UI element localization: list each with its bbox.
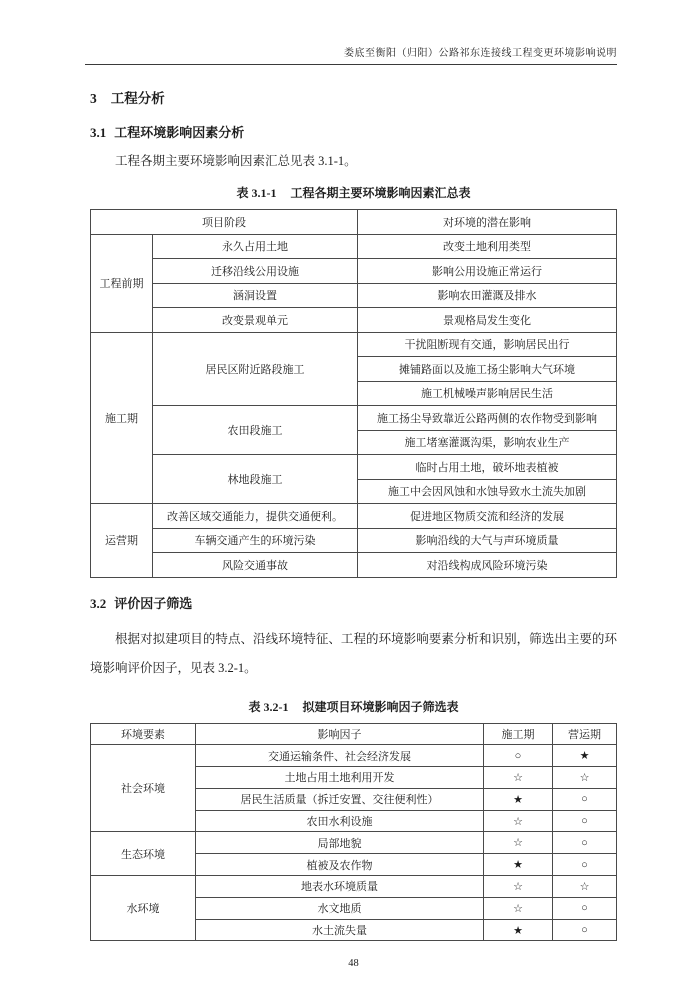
operation-mark: ○ <box>553 854 617 876</box>
table-row <box>91 832 617 854</box>
construction-mark: ○ <box>484 745 553 767</box>
phase-cell: 施工期 <box>91 332 153 504</box>
section-3-1-paragraph: 工程各期主要环境影响因素汇总见表 3.1-1。 <box>115 154 357 168</box>
section-3-2-heading <box>90 593 617 612</box>
construction-mark: ☆ <box>484 810 553 832</box>
table-header-cell: 环境要素 <box>91 723 196 745</box>
impact-cell: 影响农田灌溉及排水 <box>358 283 617 308</box>
table-3-2-1 <box>90 723 617 942</box>
table-header-row <box>91 723 617 745</box>
impact-cell: 对沿线构成风险环境污染 <box>358 553 617 578</box>
table-caption-label: 表 3.2-1 <box>248 699 289 714</box>
table-row <box>91 553 617 578</box>
activity-cell: 居民区附近路段施工 <box>153 332 358 406</box>
table-row <box>91 308 617 333</box>
factor-cell: 居民生活质量（拆迁安置、交往便利性） <box>196 788 484 810</box>
table-row <box>91 406 617 431</box>
factor-cell: 农田水利设施 <box>196 810 484 832</box>
element-cell: 水环境 <box>91 876 196 941</box>
construction-mark: ★ <box>484 919 553 941</box>
activity-cell: 车辆交通产生的环境污染 <box>153 528 358 553</box>
table-row <box>91 455 617 480</box>
impact-cell: 摊铺路面以及施工扬尘影响大气环境 <box>358 357 617 382</box>
table-3-1-1 <box>90 209 617 578</box>
table-header-cell: 营运期 <box>553 723 617 745</box>
construction-mark: ☆ <box>484 897 553 919</box>
impact-cell: 临时占用土地，破坏地表植被 <box>358 455 617 480</box>
operation-mark: ★ <box>553 745 617 767</box>
table-3-2-1-caption <box>90 698 617 715</box>
table-header-cell: 施工期 <box>484 723 553 745</box>
table-row <box>91 259 617 284</box>
phase-cell: 工程前期 <box>91 234 153 332</box>
table-caption-text: 工程各期主要环境影响因素汇总表 <box>290 186 471 200</box>
section-title: 工程环境影响因素分析 <box>114 125 245 140</box>
page-number: 48 <box>348 958 359 970</box>
construction-mark: ☆ <box>484 876 553 898</box>
section-title: 工程分析 <box>110 91 165 106</box>
document-title: 娄底至衡阳（归阳）公路祁东连接线工程变更环境影响说明 <box>344 48 617 59</box>
table-header-cell: 影响因子 <box>196 723 484 745</box>
activity-cell: 涵洞设置 <box>153 283 358 308</box>
factor-cell: 水文地质 <box>196 897 484 919</box>
section-3-heading <box>90 87 617 107</box>
table-row <box>91 876 617 898</box>
impact-cell: 促进地区物质交流和经济的发展 <box>358 504 617 529</box>
activity-cell: 改变景观单元 <box>153 308 358 333</box>
construction-mark: ☆ <box>484 767 553 789</box>
impact-cell: 干扰阻断现有交通，影响居民出行 <box>358 332 617 357</box>
operation-mark: ○ <box>553 810 617 832</box>
activity-cell: 风险交通事故 <box>153 553 358 578</box>
factor-cell: 局部地貌 <box>196 832 484 854</box>
operation-mark: ○ <box>553 919 617 941</box>
table-header-cell: 对环境的潜在影响 <box>358 210 617 235</box>
table-3-1-1-caption <box>90 184 617 201</box>
operation-mark: ☆ <box>553 876 617 898</box>
activity-cell: 林地段施工 <box>153 455 358 504</box>
element-cell: 社会环境 <box>91 745 196 832</box>
construction-mark: ★ <box>484 788 553 810</box>
construction-mark: ★ <box>484 854 553 876</box>
impact-cell: 施工堵塞灌溉沟渠，影响农业生产 <box>358 430 617 455</box>
table-header-cell: 项目阶段 <box>91 210 358 235</box>
impact-cell: 施工扬尘导致靠近公路两侧的农作物受到影响 <box>358 406 617 431</box>
impact-cell: 施工机械噪声影响居民生活 <box>358 381 617 406</box>
element-cell: 生态环境 <box>91 832 196 876</box>
table-row <box>91 332 617 357</box>
table-caption-text: 拟建项目环境影响因子筛选表 <box>302 699 459 714</box>
impact-cell: 改变土地利用类型 <box>358 234 617 259</box>
table-row <box>91 528 617 553</box>
factor-cell: 地表水环境质量 <box>196 876 484 898</box>
impact-cell: 影响沿线的大气与声环境质量 <box>358 528 617 553</box>
operation-mark: ○ <box>553 832 617 854</box>
table-row <box>91 283 617 308</box>
factor-cell: 水土流失量 <box>196 919 484 941</box>
section-3-1-heading <box>90 122 617 141</box>
factor-cell: 土地占用土地利用开发 <box>196 767 484 789</box>
operation-mark: ○ <box>553 788 617 810</box>
section-number: 3 <box>90 91 97 106</box>
table-row <box>91 504 617 529</box>
activity-cell: 农田段施工 <box>153 406 358 455</box>
section-3-2-paragraph: 根据对拟建项目的特点、沿线环境特征、工程的环境影响要素分析和识别，筛选出主要的环境影响评价因子，见表 3.2-1。 <box>90 631 617 675</box>
factor-cell: 交通运输条件、社会经济发展 <box>196 745 484 767</box>
impact-cell: 施工中会因风蚀和水蚀导致水土流失加剧 <box>358 479 617 504</box>
table-header-row <box>91 210 617 235</box>
construction-mark: ☆ <box>484 832 553 854</box>
table-row <box>91 745 617 767</box>
activity-cell: 改善区域交通能力，提供交通便利。 <box>153 504 358 529</box>
activity-cell: 永久占用土地 <box>153 234 358 259</box>
page-header <box>85 44 617 65</box>
phase-cell: 运营期 <box>91 504 153 578</box>
table-row <box>91 234 617 259</box>
section-title: 评价因子筛选 <box>114 595 193 611</box>
activity-cell: 迁移沿线公用设施 <box>153 259 358 284</box>
section-number: 3.1 <box>90 125 107 140</box>
impact-cell: 景观格局发生变化 <box>358 308 617 333</box>
factor-cell: 植被及农作物 <box>196 854 484 876</box>
table-caption-label: 表 3.1-1 <box>236 186 277 200</box>
section-number: 3.2 <box>90 595 107 611</box>
operation-mark: ☆ <box>553 767 617 789</box>
operation-mark: ○ <box>553 897 617 919</box>
impact-cell: 影响公用设施正常运行 <box>358 259 617 284</box>
